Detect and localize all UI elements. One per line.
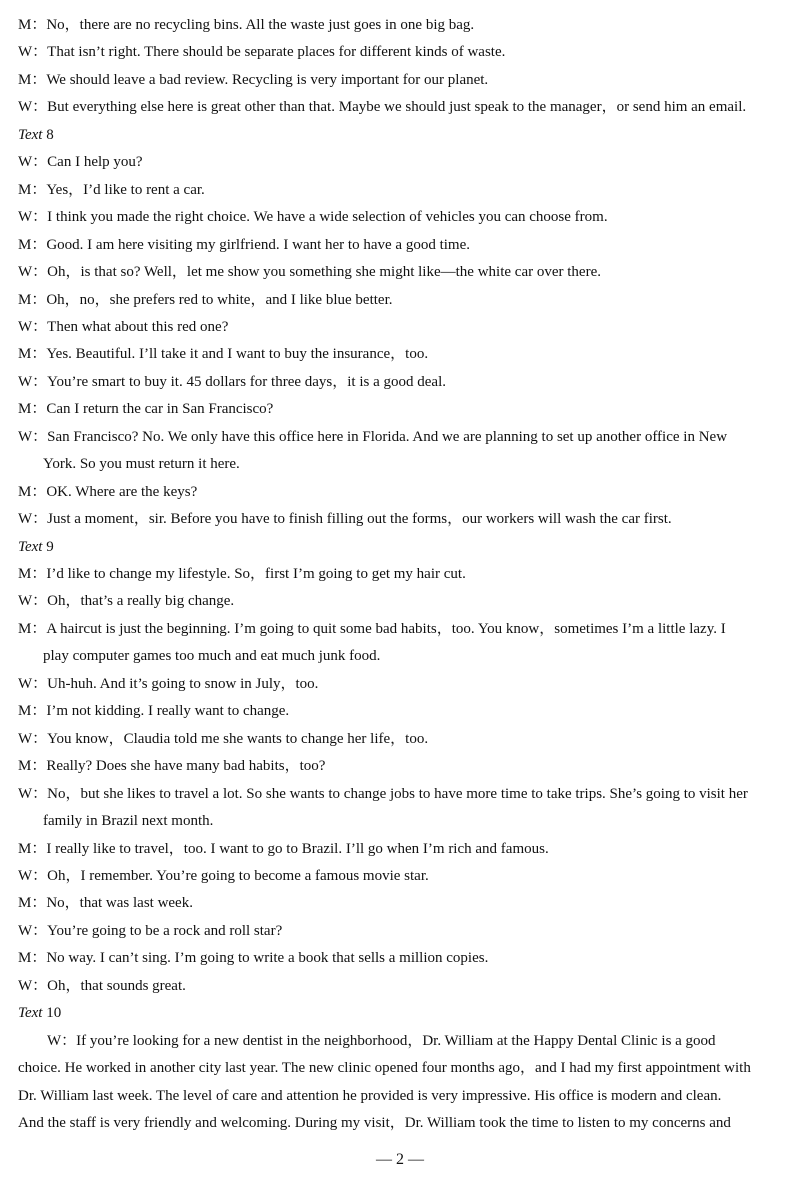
section-heading-label: Text (18, 538, 43, 555)
section-heading-number: 8 (42, 126, 54, 143)
dialogue-line: W：Then what about this red one? (18, 318, 229, 335)
dialogue-line: W：No，but she likes to travel a lot. So she wants to change jobs to have more time to take trips. She’s going to visit her (18, 785, 748, 802)
section-heading (18, 537, 783, 557)
dialogue-line: M：Really? Does she have many bad habits，too? (18, 758, 326, 775)
section-heading-number: 9 (42, 538, 54, 555)
dialogue-line: W：You’re going to be a rock and roll star? (18, 922, 283, 939)
dialogue-line: M：We should leave a bad review. Recycling is very important for our planet. (18, 71, 489, 88)
dialogue-line: M：I’m not kidding. I really want to change. (18, 703, 290, 720)
section-heading-number: 10 (42, 1005, 62, 1022)
dialogue-line: W：You’re smart to buy it. 45 dollars for three days，it is a good deal. (18, 373, 446, 390)
dialogue-line: M：Yes. Beautiful. I’ll take it and I want to buy the insurance，too. (18, 346, 429, 363)
dialogue-line: W：Uh-huh. And it’s going to snow in July，too. (18, 675, 319, 692)
dialogue-line-continuation: York. So you must return it here. (43, 456, 240, 473)
dialogue-line: W：But everything else here is great other than that. Maybe we should just speak to the manager，or send him an email. (18, 99, 747, 116)
dialogue-line: M：Oh，no，she prefers red to white，and I like blue better. (18, 291, 393, 308)
dialogue-line: M：I really like to travel，too. I want to go to Brazil. I’ll go when I’m rich and famous. (18, 840, 549, 857)
dialogue-line: M：Yes，I’d like to rent a car. (18, 181, 205, 198)
dialogue-line: M：I’d like to change my lifestyle. So，first I’m going to get my hair cut. (18, 566, 466, 582)
dialogue-line: Dr. William last week. The level of care and attention he provided is very impressive. His office is modern and clean. (18, 1087, 722, 1104)
dialogue-line: W：Can I help you? (18, 154, 143, 171)
dialogue-line: W：That isn’t right. There should be separate places for different kinds of waste. (18, 44, 506, 61)
dialogue-line-continuation: play computer games too much and eat much junk food. (43, 648, 381, 665)
dialogue-line: W：I think you made the right choice. We have a wide selection of vehicles you can choose from. (18, 209, 608, 226)
dialogue-line: M：OK. Where are the keys? (18, 483, 198, 500)
dialogue-line: And the staff is very friendly and welcoming. During my visit，Dr. William took the time to listen to my concerns and (18, 1115, 731, 1131)
dialogue-line-continuation: family in Brazil next month. (43, 813, 214, 830)
page-number: — 2 — (376, 1151, 424, 1168)
dialogue-line: W：Oh，is that so? Well，let me show you something she might like—the white car over there. (18, 264, 601, 281)
dialogue-line: choice. He worked in another city last year. The new clinic opened four months ago，and I had my first appointment with (18, 1060, 751, 1077)
dialogue-line: M：No，that was last week. (18, 895, 193, 912)
dialogue-line: W：You know，Claudia told me she wants to change her life，too. (18, 730, 429, 747)
section-heading-label: Text (18, 126, 43, 143)
dialogue-line: W：Oh，I remember. You’re going to become a famous movie star. (18, 867, 429, 884)
paragraph-first-line: W：If you’re looking for a new dentist in the neighborhood，Dr. William at the Happy Dental Clinic is a good (47, 1032, 716, 1049)
dialogue-line: W：Oh，that sounds great. (18, 977, 186, 994)
dialogue-line: W：Just a moment，sir. Before you have to finish filling out the forms，our workers will wash the car first. (18, 511, 672, 528)
dialogue-line: M：No way. I can’t sing. I’m going to write a book that sells a million copies. (18, 950, 489, 967)
section-heading (18, 125, 783, 145)
dialogue-line: W：Oh，that’s a really big change. (18, 593, 235, 610)
section-heading-label: Text (18, 1005, 43, 1022)
dialogue-line: M：Good. I am here visiting my girlfriend. I want her to have a good time. (18, 236, 470, 253)
dialogue-line: M：A haircut is just the beginning. I’m going to quit some bad habits，too. You know，sometimes I’m a little lazy. I (18, 620, 726, 637)
dialogue-line: W：San Francisco? No. We only have this office here in Florida. And we are planning to set up another office in New (18, 428, 728, 445)
dialogue-line: M：Can I return the car in San Francisco? (18, 401, 274, 418)
dialogue-line: M：No，there are no recycling bins. All the waste just goes in one big bag. (18, 17, 475, 33)
section-heading (18, 1003, 783, 1023)
